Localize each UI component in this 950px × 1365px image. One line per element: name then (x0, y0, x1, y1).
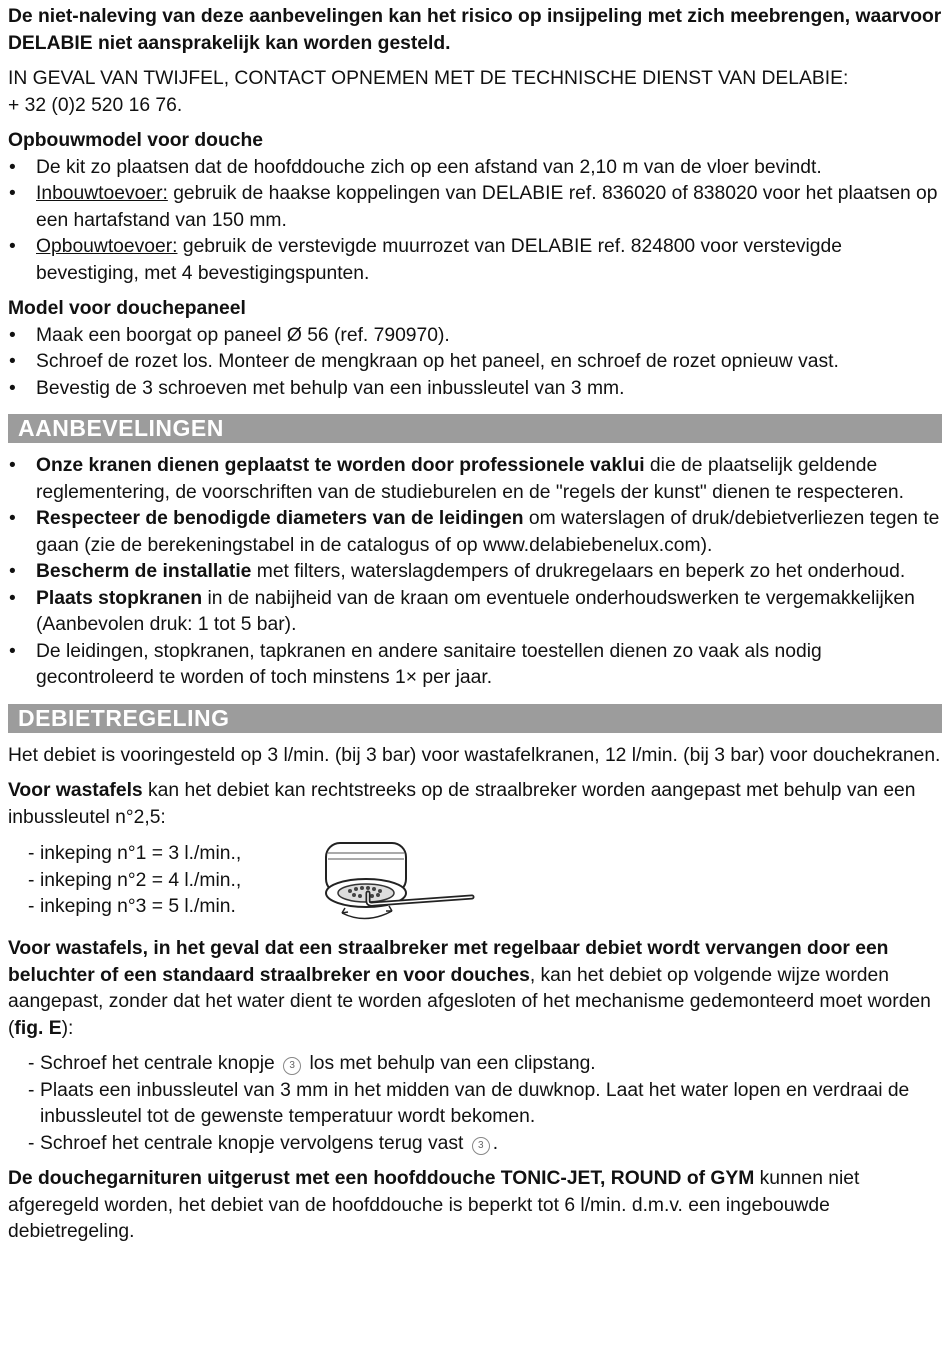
warning-text: De niet-naleving van deze aanbevelingen kan het risico op insijpeling met zich meebrengen, waarvoor DELABIE niet aansprakelijk kan worden gesteld. (8, 6, 942, 54)
notch-block (8, 831, 942, 927)
list-item: - Plaats een inbussleutel van 3 mm in het midden van de duwknop. Laat het water lopen en verdraai de inbussleutel tot de gewenste temperatuur wordt bekomen. (28, 1078, 942, 1131)
wastafel-text: Voor wastafels kan het debiet kan rechtstreeks op de straalbreker worden aangepast met behulp van een inbussleutel n°2,5: (8, 780, 916, 828)
callout-3-icon: 3 (472, 1137, 490, 1155)
inbouw-label: Inbouwtoevoer: (36, 183, 168, 204)
list-item: • Plaats stopkranen in de nabijheid van de kraan om eventuele onderhoudswerken te vergemakkelijken (Aanbevolen druk: 1 tot 5 bar). (8, 586, 942, 639)
paneel-section (8, 296, 942, 402)
section-banner-debietregeling: DEBIETREGELING (8, 704, 942, 733)
list-item: • Bescherm de installatie met filters, waterslagdempers of drukregelaars en beperk zo het onderhoud. (8, 559, 942, 586)
list-item: • Bevestig de 3 schroeven met behulp van een inbussleutel van 3 mm. (8, 376, 942, 403)
list-item: - inkeping n°3 = 5 l./min. (28, 894, 298, 921)
preset-text: Het debiet is vooringesteld op 3 l/min. (bij 3 bar) voor wastafelkranen, 12 l/min. (bij 3 bar) voor douchekranen. (8, 744, 941, 766)
paneel-list (8, 323, 942, 403)
aanbevelingen-list (8, 453, 942, 692)
section-banner-aanbevelingen: AANBEVELINGEN (8, 414, 942, 443)
list-item: - inkeping n°1 = 3 l./min., (28, 841, 298, 868)
contact-block (8, 66, 942, 119)
notch-list (8, 831, 298, 921)
list-item: - inkeping n°2 = 4 l./min., (28, 868, 298, 895)
list-item: • Opbouwtoevoer: gebruik de verstevigde muurrozet van DELABIE ref. 824800 voor verstevigde bevestiging, met 4 bevestigingspunten. (8, 234, 942, 287)
list-item: • De leidingen, stopkranen, tapkranen en andere sanitaire toestellen dienen zo vaak als nodig gecontroleerd te worden of toch minstens 1× per jaar. (8, 639, 942, 692)
contact-phone: + 32 (0)2 520 16 76. (8, 94, 183, 116)
steps-list (8, 1051, 942, 1157)
list-item: - Schroef het centrale knopje 3 los met behulp van een clipstang. (28, 1051, 942, 1078)
vervang-text: Voor wastafels, in het geval dat een straalbreker met regelbaar debiet wordt vervangen door een beluchter of een standaard straalbreker en voor douches, kan het debiet op volgende wijze worden aangepast, zonder dat het water dient te worden afgesloten of het mechanisme gedemonteerd moet worden (fig. E): (8, 938, 931, 1039)
list-item: • Inbouwtoevoer: gebruik de haakse koppelingen van DELABIE ref. 836020 of 838020 voor het plaatsen op een hartafstand van 150 mm. (8, 181, 942, 234)
list-item: • Onze kranen dienen geplaatst te worden door professionele vaklui die de plaatselijk geldende reglementering, de voorschriften van de studieburelen en de "regels der kunst" dienen te respecteren. (8, 453, 942, 506)
opbouw-section (8, 128, 942, 287)
contact-line: IN GEVAL VAN TWIJFEL, CONTACT OPNEMEN MET DE TECHNISCHE DIENST VAN DELABIE: (8, 68, 849, 89)
list-item: • De kit zo plaatsen dat de hoofddouche zich op een afstand van 2,10 m van de vloer bevindt. (8, 155, 942, 182)
callout-3-icon: 3 (283, 1057, 301, 1075)
list-item: • Respecteer de benodigde diameters van de leidingen om waterslagen of druk/debietverliezen tegen te gaan (zie de berekeningstabel in de catalogus of op www.delabiebenelux.com). (8, 506, 942, 559)
opbouw-heading: Opbouwmodel voor douche (8, 130, 263, 151)
douche-text: De douchegarnituren uitgerust met een hoofddouche TONIC-JET, ROUND of GYM kunnen niet afgeregeld worden, het debiet van de hoofddouche is beperkt tot 6 l/min. d.m.v. een ingebouwde debietregeling. (8, 1168, 860, 1242)
opbouw-label: Opbouwtoevoer: (36, 236, 178, 257)
list-item: • Maak een boorgat op paneel Ø 56 (ref. 790970). (8, 323, 942, 350)
opbouw-list (8, 155, 942, 288)
list-item: • Schroef de rozet los. Monteer de mengkraan op het paneel, en schroef de rozet opnieuw vast. (8, 349, 942, 376)
aerator-illustration (306, 827, 476, 927)
list-item: - Schroef het centrale knopje vervolgens terug vast 3 . (28, 1131, 942, 1158)
paneel-heading: Model voor douchepaneel (8, 298, 246, 319)
